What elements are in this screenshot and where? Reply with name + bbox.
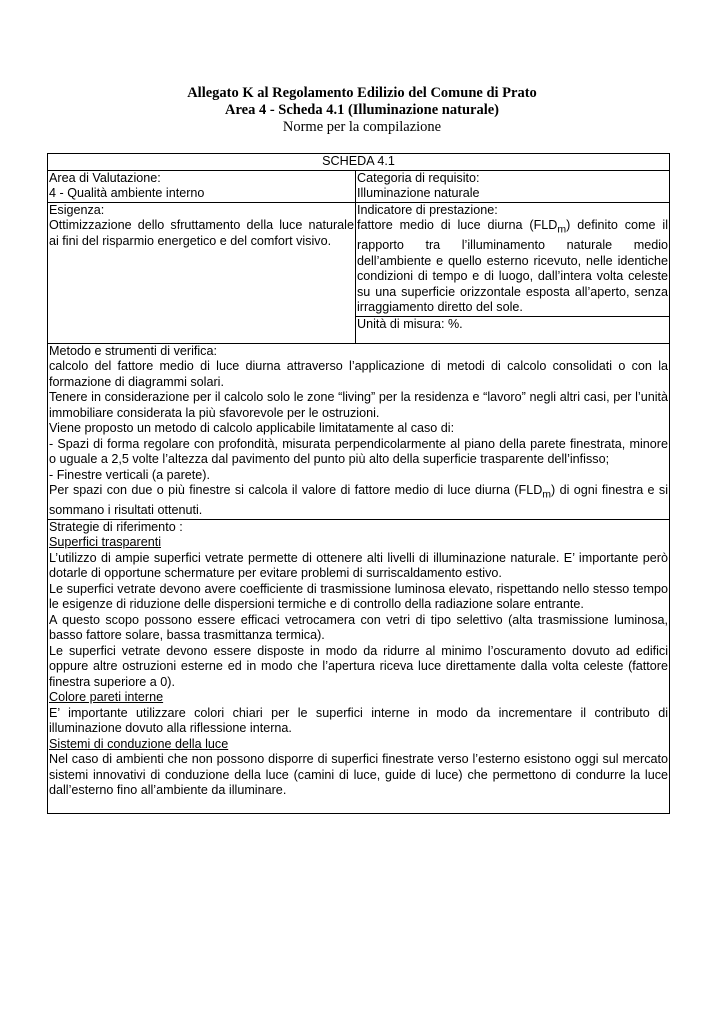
strategy-paragraph-6: Nel caso di ambienti che non possono disporre di superfici finestrate verso l’esterno esistono oggi sul mercato sistemi innovativi di conduzione della luce (camini di luce, guide di luce) che permettono di condurre la luce dall’esterno fino all’ambiente da illuminare.: [49, 752, 669, 798]
method-paragraph-6: [49, 483, 668, 519]
method-label: Metodo e strumenti di verifica:: [49, 343, 217, 358]
method-paragraph-4: - Spazi di forma regolare con profondità, misurata perpendicolarmente al piano della parete finestrata, minore o uguale a 2,5 volte l’altezza dal pavimento del punto più alto della superficie trasparente dell’infisso;: [49, 436, 669, 467]
document-heading: [0, 85, 724, 136]
need-text: Ottimizzazione dello sfruttamento della luce naturale ai fini del risparmio energetico e del comfort visivo.: [49, 218, 354, 248]
scheda-table: [47, 153, 670, 814]
method-paragraph-6-start: Per spazi con due o più finestre si calcola il valore di fattore medio di luce diurna (FLD: [49, 483, 543, 498]
indicator-subscript: m: [557, 223, 567, 236]
unit-text: Unità di misura: %.: [357, 316, 463, 331]
indicator-cell: [356, 202, 670, 316]
method-row: [48, 343, 670, 519]
heading-line-1: Allegato K al Regolamento Edilizio del Comune di Prato: [187, 85, 537, 101]
heading-line-2: Area 4 - Scheda 4.1 (Illuminazione naturale): [224, 102, 499, 118]
strategies-row: [48, 519, 670, 813]
method-paragraph-6-end: ) di ogni finestra e si sommano i risultati ottenuti.: [49, 483, 669, 518]
indicator-text: [357, 218, 668, 316]
area-row: [48, 170, 670, 202]
method-cell: [48, 343, 670, 519]
heading-line-3: Norme per la compilazione: [282, 119, 442, 135]
area-value: 4 - Qualità ambiente interno: [49, 186, 205, 200]
indicator-text-end: ) definito come il rapporto tra l’illuminamento naturale medio dell’ambiente e quello esterno ricevuto, nelle identiche condizioni di tempo e di luogo, dall’intera volta celeste su una superficie orizzontale esposta all’aperto, senza irraggiamento diretto del sole.: [357, 218, 669, 315]
need-row: [48, 202, 670, 316]
scheda-title: SCHEDA 4.1: [48, 154, 670, 171]
category-label: Categoria di requisito:: [357, 170, 480, 185]
method-paragraph-3: Viene proposto un metodo di calcolo applicabile limitatamente al caso di:: [49, 421, 455, 436]
strategies-cell: [48, 519, 670, 813]
method-paragraph-2: Tenere in considerazione per il calcolo solo le zone “living” per la residenza e “lavoro” negli altri casi, per l’unità immobiliare considerata la più sfavorevole per le ostruzioni.: [49, 390, 669, 420]
heading-wall-colour: Colore pareti interne: [49, 690, 164, 705]
strategy-paragraph-1: L’utilizzo di ampie superfici vetrate permette di ottenere alti livelli di illuminazione naturale. E’ importante però dotarle di opportune schermature per evitare problemi di surriscaldamento estivo.: [49, 550, 669, 581]
strategy-paragraph-4: Le superfici vetrate devono essere disposte in modo da ridurre al minimo l’oscuramento dovuto ad edifici oppure altre ostruzioni esterne ed in modo che l’apertura riceva luce direttamente dalla volta celeste (fattore finestra superiore a 0).: [49, 643, 669, 689]
area-label: Area di Valutazione:: [49, 170, 161, 185]
need-label: Esigenza:: [49, 202, 105, 217]
area-cell: [48, 170, 356, 202]
method-paragraph-1: calcolo del fattore medio di luce diurna attraverso l’applicazione di metodi di calcolo consolidati o con la formazione di diagrammi solari.: [49, 359, 669, 389]
strategy-paragraph-5: E’ importante utilizzare colori chiari per le superfici interne in modo da incrementare il contributo di illuminazione dovuto alla riflessione interna.: [49, 705, 669, 736]
category-value: Illuminazione naturale: [357, 186, 480, 200]
indicator-text-start: fattore medio di luce diurna (FLD: [357, 218, 558, 232]
category-cell: [356, 170, 670, 202]
method-paragraph-6-subscript: m: [542, 488, 552, 501]
title-row: [48, 154, 670, 171]
cell-bottom-spacer: [49, 799, 668, 813]
heading-light-systems: Sistemi di conduzione della luce: [49, 736, 229, 751]
strategy-paragraph-3: A questo scopo possono essere efficaci vetrocamera con vetri di tipo selettivo (alta trasmissione luminosa, basso fattore solare, bassa trasmittanza termica).: [49, 612, 669, 643]
unit-cell: [356, 316, 670, 343]
need-cell: [48, 202, 356, 343]
heading-transparent-surfaces: Superfici trasparenti: [49, 535, 161, 550]
strategies-label: Strategie di riferimento :: [49, 519, 183, 534]
strategy-paragraph-2: Le superfici vetrate devono avere coefficiente di trasmissione luminosa elevato, rispettando nello stesso tempo le esigenze di riduzione delle dispersioni termiche e di controllo della radiazione solare entrante.: [49, 581, 669, 612]
method-paragraph-5: - Finestre verticali (a parete).: [49, 467, 210, 482]
indicator-label: Indicatore di prestazione:: [357, 202, 498, 217]
